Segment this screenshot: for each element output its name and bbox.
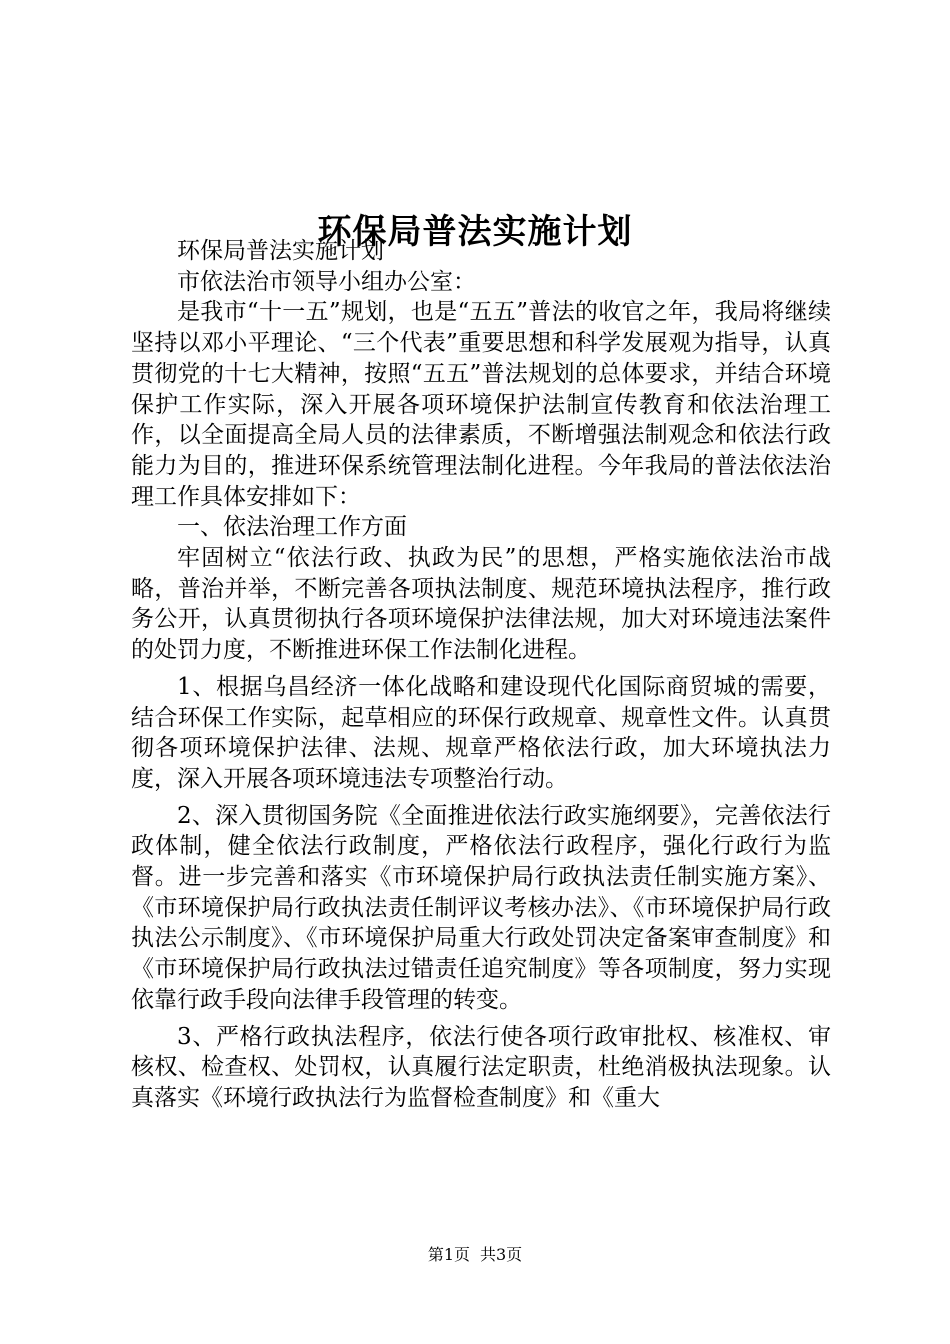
body-paragraph: 牢固树立“依法行政、执政为民”的思想，严格实施依法治市战略，普治并举，不断完善各项执法制度、规范环境执法程序，推行政务公开，认真贯彻执行各项环境保护法律法规，加大对环境违法案件的处罚力度，不断推进环保工作法制化进程。 [131,545,831,664]
document-body [131,236,831,1114]
document-title: 环保局普法实施计划 [317,211,633,252]
page-footer [0,1244,950,1266]
body-paragraph: 2、深入贯彻国务院《全面推进依法行政实施纲要》，完善依法行政体制，健全依法行政制度，严格依法行政程序，强化行政行为监督。进一步完善和落实《市环境保护局行政执法责任制实施方案》、《市环境保护局行政执法责任制评议考核办法》、《市环境保护局行政执法公示制度》、《市环境保护局重大行政处罚决定备案审查制度》和《市环境保护局行政执法过错责任追究制度》等各项制度，努力实现依靠行政手段向法律手段管理的转变。 [131,802,831,1013]
body-paragraph: 1、根据乌昌经济一体化战略和建设现代化国际商贸城的需要，结合环保工作实际，起草相应的环保行政规章、规章性文件。认真贯彻各项环境保护法律、法规、规章严格依法行政，加大环境执法力度，深入开展各项环境违法专项整治行动。 [131,673,831,792]
body-paragraph: 市依法治市领导小组办公室： [177,268,476,295]
body-paragraph: 环保局普法实施计划 [177,238,384,264]
body-paragraph: 是我市“十一五”规划，也是“五五”普法的收官之年，我局将继续坚持以邓小平理论、“三个代表”重要思想和科学发展观为指导，认真贯彻党的十七大精神，按照“五五”普法规划的总体要求，并结合环境保护工作实际，深入开展各项环境保护法制宣传教育和依法治理工作，以全面提高全局人员的法律素质，不断增强法制观念和依法行政能力为目的，推进环保系统管理法制化进程。今年我局的普法依法治理工作具体安排如下： [131,299,831,510]
body-paragraph: 3、严格行政执法程序，依法行使各项行政审批权、核准权、审核权、检查权、处罚权，认真履行法定职责，杜绝消极执法现象。认真落实《环境行政执法行为监督检查制度》和《重大 [131,1023,831,1111]
page-total: 共3页 [480,1245,523,1264]
section-heading: 一、依法治理工作方面 [177,514,407,541]
page-number: 第1页 [427,1245,470,1264]
